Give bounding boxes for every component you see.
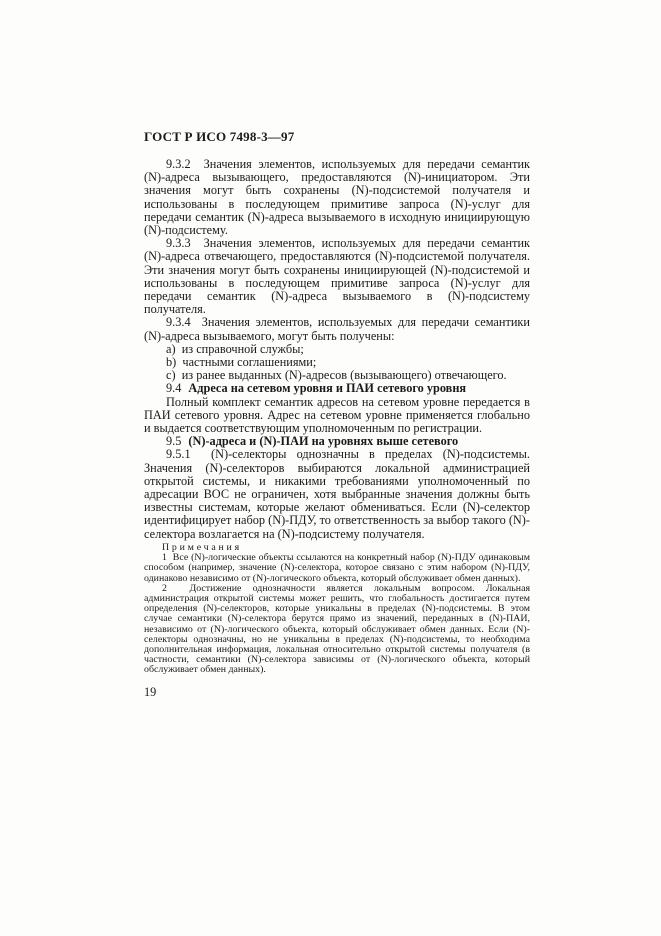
paragraph-9-3-3: 9.3.3 Значения элементов, используемых для передачи семантик (N)-адреса отвечающего, предоставляются (N)-подсистемой получателя. Эти значения могут быть сохранены инициирующей (N)-подсистемой и использованы в последующем примитиве запроса (N)-услуг для передачи семантик (N)-адреса вызываемого в (N)-подсистему получателя. (144, 236, 530, 317)
list-item-a: a) из справочной службы; (166, 341, 304, 356)
heading-9-4 (144, 382, 530, 395)
notes-label: Примечания (162, 541, 242, 553)
paragraph-9-3-4: 9.3.4 Значения элементов, используемых для передачи семантики (N)-адреса вызываемого, могут быть получены: (144, 315, 530, 343)
paragraph-9-4: Полный комплект семантик адресов на сетевом уровне передается в ПАИ сетевого уровня. Адрес на сетевом уровне применяется глобально и выдается соответствующим уполномоченным по регистрации. (144, 394, 530, 436)
page-number: 19 (144, 684, 157, 699)
list-item-b: b) частными соглашениями; (166, 355, 317, 370)
heading-9-4-title: Адреса на сетевом уровня и ПАИ сетевого уровня (188, 381, 467, 396)
document-header: ГОСТ Р ИСО 7498-3—97 (144, 129, 295, 144)
text-block (144, 129, 530, 700)
paragraph-9-5-1: 9.5.1 (N)-селекторы однозначны в пределах (N)-подсистемы. Значения (N)-селекторов выбираются локальной администрацией открытой системы, и никакими требованиями уполномоченный по адресации ВОС не ограничен, хотя выбранные значения должны быть известны системам, которые желают обмениваться. Если (N)-селектор идентифицирует набор (N)-ПДУ, то ответственность за выбор такого (N)-селектора возлагается на (N)-подсистему получателя. (144, 447, 530, 541)
notes-section (144, 543, 530, 676)
heading-9-5-number: 9.5 (166, 434, 182, 449)
paragraph-9-3-2: 9.3.2 Значения элементов, используемых для передачи семантик (N)-адреса вызывающего, предоставляются (N)-инициатором. Эти значения могут быть сохранены (N)-подсистемой получателя и использованы в последующем примитиве запроса (N)-услуг для передачи семантик (N)-адреса вызываемого в исходную инициирующую (N)-подсистему. (144, 157, 530, 238)
note-2: 2 Достижение однозначности является локальным вопросом. Локальная администрация открытой системы может решить, что глобальность достигается путем определения (N)-селекторов, которые уникальны в пределах (N)-подсистемы. В этом случае семантики (N)-селектора берутся прямо из значений, переданных в (N)-ПАИ, независимо от (N)-логического объекта, который обслуживает обмен данных. Если (N)-селекторы однозначны, но не уникальны в пределах (N)-подсистемы, то необходима дополнительная информация, локальная относительно открытой системы получателя (в частности, семантики (N)-селектора зависимы от (N)-логического объекта, который обслуживает обмен данных). (144, 582, 530, 676)
note-1: 1 Все (N)-логические объекты ссылаются на конкретный набор (N)-ПДУ одинаковым способом (например, значение (N)-селектора, которое связано с этим набором (N)-ПДУ, одинаково независимо от (N)-логического объекта, который обслуживает обмен данных). (144, 552, 530, 584)
heading-9-4-number: 9.4 (166, 381, 182, 396)
heading-9-5-title: (N)-адреса и (N)-ПАИ на уровнях выше сетевого (188, 434, 459, 449)
list-item-c: c) из ранее выданных (N)-адресов (вызывающего) отвечающего. (166, 368, 507, 383)
